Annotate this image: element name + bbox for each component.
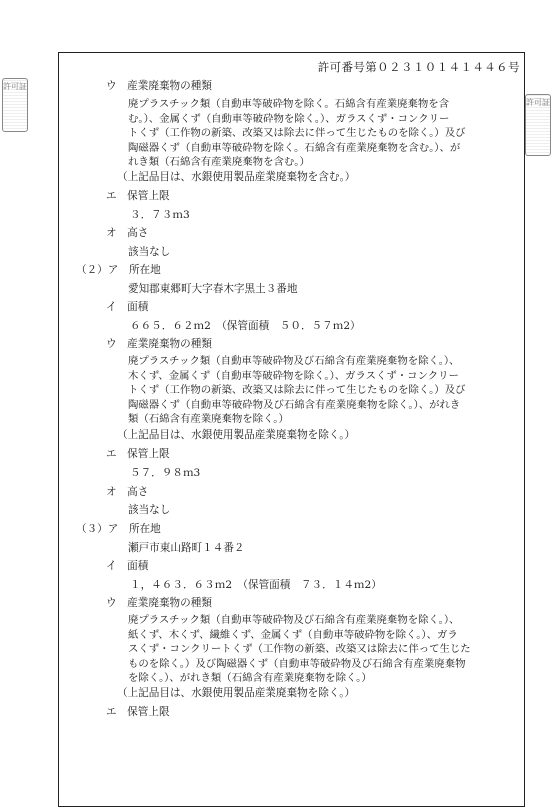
sec2-note: （上記品目は、水銀使用製品産業廃棄物を除く。）	[117, 429, 356, 441]
sec3-type-line: スくず・コンクリートくず（工作物の新築、改築又は除去に伴って生じた	[128, 643, 471, 656]
sec3-note: （上記品目は、水銀使用製品産業廃棄物を除く。）	[117, 687, 356, 699]
sec2-type-heading: ウ 産業廃棄物の種類	[106, 338, 212, 350]
sec1-height-value: 該当なし	[128, 246, 171, 258]
sec1-type-heading: ウ 産業廃棄物の種類	[106, 80, 212, 92]
sec2-area-value: ６６５．６２ｍ2 （保管面積 ５０．５７ｍ2）	[130, 320, 361, 332]
sec2-storage-value: ５７．９８ｍ3	[130, 467, 201, 479]
sec1-type-line: れき類（石綿含有産業廃棄物を含む。）	[128, 156, 310, 169]
sec1-type-line: 陶磁器くず（自動車等破砕物を除く。石綿含有産業廃棄物を含む。）、が	[128, 141, 461, 154]
sec1-type-line: トくず（工作物の新築、改築又は除去に伴って生じたものを除く。）及び	[128, 127, 466, 140]
sec2-height-value: 該当なし	[128, 504, 171, 516]
sec2-type-line: 木くず、金属くず（自動車等破砕物を除く。）、ガラスくず・コンクリー	[128, 369, 459, 382]
sec3-location-value: 瀬戸市東山路町１４番２	[128, 542, 245, 554]
sec3-type-heading: ウ 産業廃棄物の種類	[106, 597, 212, 609]
sec3-type-line: を除く。）、がれき類（石綿含有産業廃棄物を除く。）	[128, 672, 372, 685]
sec2-type-line: 廃プラスチック類（自動車等破砕物及び石綿含有産業廃棄物を除く。）、	[128, 355, 460, 367]
sec3-area-heading: イ 面積	[106, 560, 149, 572]
sec2-height-heading: オ 高さ	[106, 486, 149, 498]
sec2-type-body	[128, 354, 465, 427]
sec1-note: （上記品目は、水銀使用製品産業廃棄物を含む。）	[117, 171, 356, 183]
left-stamp-icon: 許可証	[2, 78, 28, 132]
sec3-storage-heading: エ 保管上限	[106, 706, 170, 718]
sec2-location-value: 愛知郡東郷町大字春木字黒土３番地	[128, 283, 298, 295]
sec1-type-body	[128, 97, 465, 170]
sec1-height-heading: オ 高さ	[106, 227, 149, 239]
permit-number: 許可番号第０２３１０１４１４４６号	[317, 60, 520, 74]
sec1-storage-value: ３．７３ｍ3	[130, 209, 190, 221]
sec3-area-value: １，４６３．６３ｍ2 （保管面積 ７３．１４ｍ2）	[130, 579, 382, 591]
sec2-type-line: 陶磁器くず（自動車等破砕物及び石綿含有産業廃棄物を除く。）、がれき	[128, 398, 461, 411]
sec2-storage-heading: エ 保管上限	[106, 448, 170, 460]
sec3-type-body	[128, 613, 471, 686]
sec2-area-heading: イ 面積	[106, 301, 149, 313]
sec3-type-line: ものを除く。）及び陶磁器くず（自動車等破砕物及び石綿含有産業廃棄物	[128, 657, 466, 670]
sec3-type-line: 紙くず、木くず、繊維くず、金属くず（自動車等破砕物を除く。）、ガラ	[128, 628, 458, 641]
sec3-type-line: 廃プラスチック類（自動車等破砕物及び石綿含有産業廃棄物を除く。）、	[128, 614, 460, 626]
right-stamp-icon: 許可証	[525, 94, 551, 156]
sec1-storage-heading: エ 保管上限	[106, 190, 170, 202]
sec2-type-line: 類（石綿含有産業廃棄物を除く。）	[128, 413, 289, 426]
sec3-location-heading: （３）ア 所在地	[76, 523, 161, 535]
sec2-type-line: トくず（工作物の新築、改築又は除去に伴って生じたものを除く。）及び	[128, 384, 466, 397]
sec1-type-line: む。）、金属くず（自動車等破砕物を除く。）、ガラスくず・コンクリー	[128, 112, 450, 125]
sec2-location-heading: （２）ア 所在地	[76, 264, 161, 276]
sec1-type-line: 廃プラスチック類（自動車等破砕物を除く。石綿含有産業廃棄物を含	[128, 98, 450, 110]
